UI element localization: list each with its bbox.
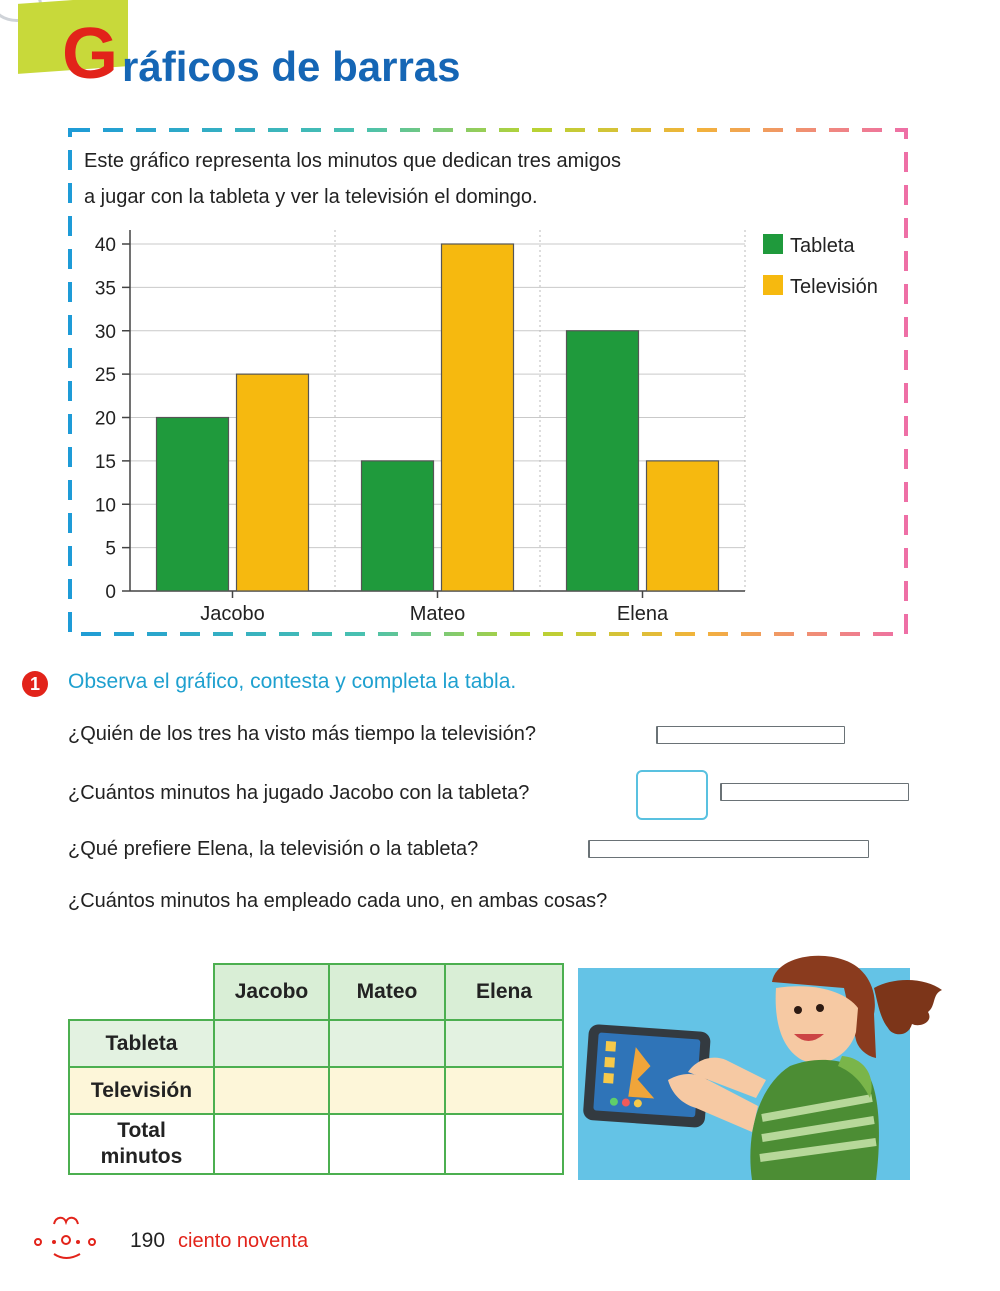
table-cell-television-elena[interactable] xyxy=(444,1066,564,1115)
legend-swatch-tableta xyxy=(763,234,783,254)
exercise-number-badge: 1 xyxy=(22,671,48,697)
bar-televisión-elena xyxy=(647,461,719,591)
exercise-instruction: Observa el gráfico, contesta y completa la tabla. xyxy=(68,670,517,693)
table-header-elena: Elena xyxy=(444,963,564,1021)
bar-televisión-mateo xyxy=(442,244,514,591)
question-1: ¿Quién de los tres ha visto más tiempo la televisión? xyxy=(68,723,536,745)
y-tick-label: 35 xyxy=(94,278,116,300)
title-initial-letter: G xyxy=(62,14,119,94)
y-tick-label: 30 xyxy=(94,321,116,343)
y-tick-label: 25 xyxy=(94,365,116,387)
legend-label: Televisión xyxy=(790,276,878,298)
table-row-label-television: Televisión xyxy=(68,1066,215,1115)
answer-field-1[interactable] xyxy=(656,726,845,744)
table-cell-tableta-jacobo[interactable] xyxy=(213,1019,330,1068)
intro-text-line-1: Este gráfico representa los minutos que dedican tres amigos xyxy=(84,150,621,172)
page-title: ráficos de barras xyxy=(122,43,461,90)
bar-televisión-jacobo xyxy=(237,374,309,591)
question-4: ¿Cuántos minutos ha empleado cada uno, en ambas cosas? xyxy=(68,890,608,912)
table-cell-total-jacobo[interactable] xyxy=(213,1113,330,1175)
table-header-jacobo: Jacobo xyxy=(213,963,330,1021)
table-header-mateo: Mateo xyxy=(328,963,446,1021)
y-tick-label: 15 xyxy=(94,451,116,473)
x-tick-label: Jacobo xyxy=(200,603,265,625)
table-cell-tableta-elena[interactable] xyxy=(444,1019,564,1068)
page-number: 190 xyxy=(130,1229,166,1252)
legend-swatch-televisión xyxy=(763,275,783,295)
table-row-label-total: Total minutos xyxy=(68,1113,215,1175)
question-2: ¿Cuántos minutos ha jugado Jacobo con la tableta? xyxy=(68,782,530,804)
intro-text-line-2: a jugar con la tableta y ver la televisión el domingo. xyxy=(84,186,538,208)
answer-field-3[interactable] xyxy=(588,840,869,858)
table-cell-tableta-mateo[interactable] xyxy=(328,1019,446,1068)
table-cell-total-elena[interactable] xyxy=(444,1113,564,1175)
question-3: ¿Qué prefiere Elena, la televisión o la tableta? xyxy=(68,838,479,860)
table-cell-television-jacobo[interactable] xyxy=(213,1066,330,1115)
y-tick-label: 10 xyxy=(94,495,116,517)
footer-face-icon xyxy=(24,1210,104,1266)
table-cell-television-mateo[interactable] xyxy=(328,1066,446,1115)
x-tick-label: Elena xyxy=(616,603,669,625)
bar-tableta-elena xyxy=(567,331,639,591)
y-tick-label: 0 xyxy=(105,582,116,603)
answer-number-box-2[interactable] xyxy=(636,770,708,820)
bar-tableta-mateo xyxy=(362,461,434,591)
eye-icon xyxy=(816,1004,824,1012)
y-tick-label: 40 xyxy=(94,235,116,256)
x-tick-label: Mateo xyxy=(409,603,466,625)
y-tick-label: 20 xyxy=(94,408,116,430)
y-tick-label: 5 xyxy=(105,538,116,560)
bar-tableta-jacobo xyxy=(157,418,229,592)
eye-icon xyxy=(794,1006,802,1014)
page-number-words: ciento noventa xyxy=(178,1230,309,1252)
table-row-label-tableta: Tableta xyxy=(68,1019,215,1068)
answer-field-2[interactable] xyxy=(720,783,909,801)
minutes-table xyxy=(68,963,564,1175)
legend-label: Tableta xyxy=(790,235,855,257)
girl-with-tablet-illustration xyxy=(576,948,946,1180)
table-cell-total-mateo[interactable] xyxy=(328,1113,446,1175)
